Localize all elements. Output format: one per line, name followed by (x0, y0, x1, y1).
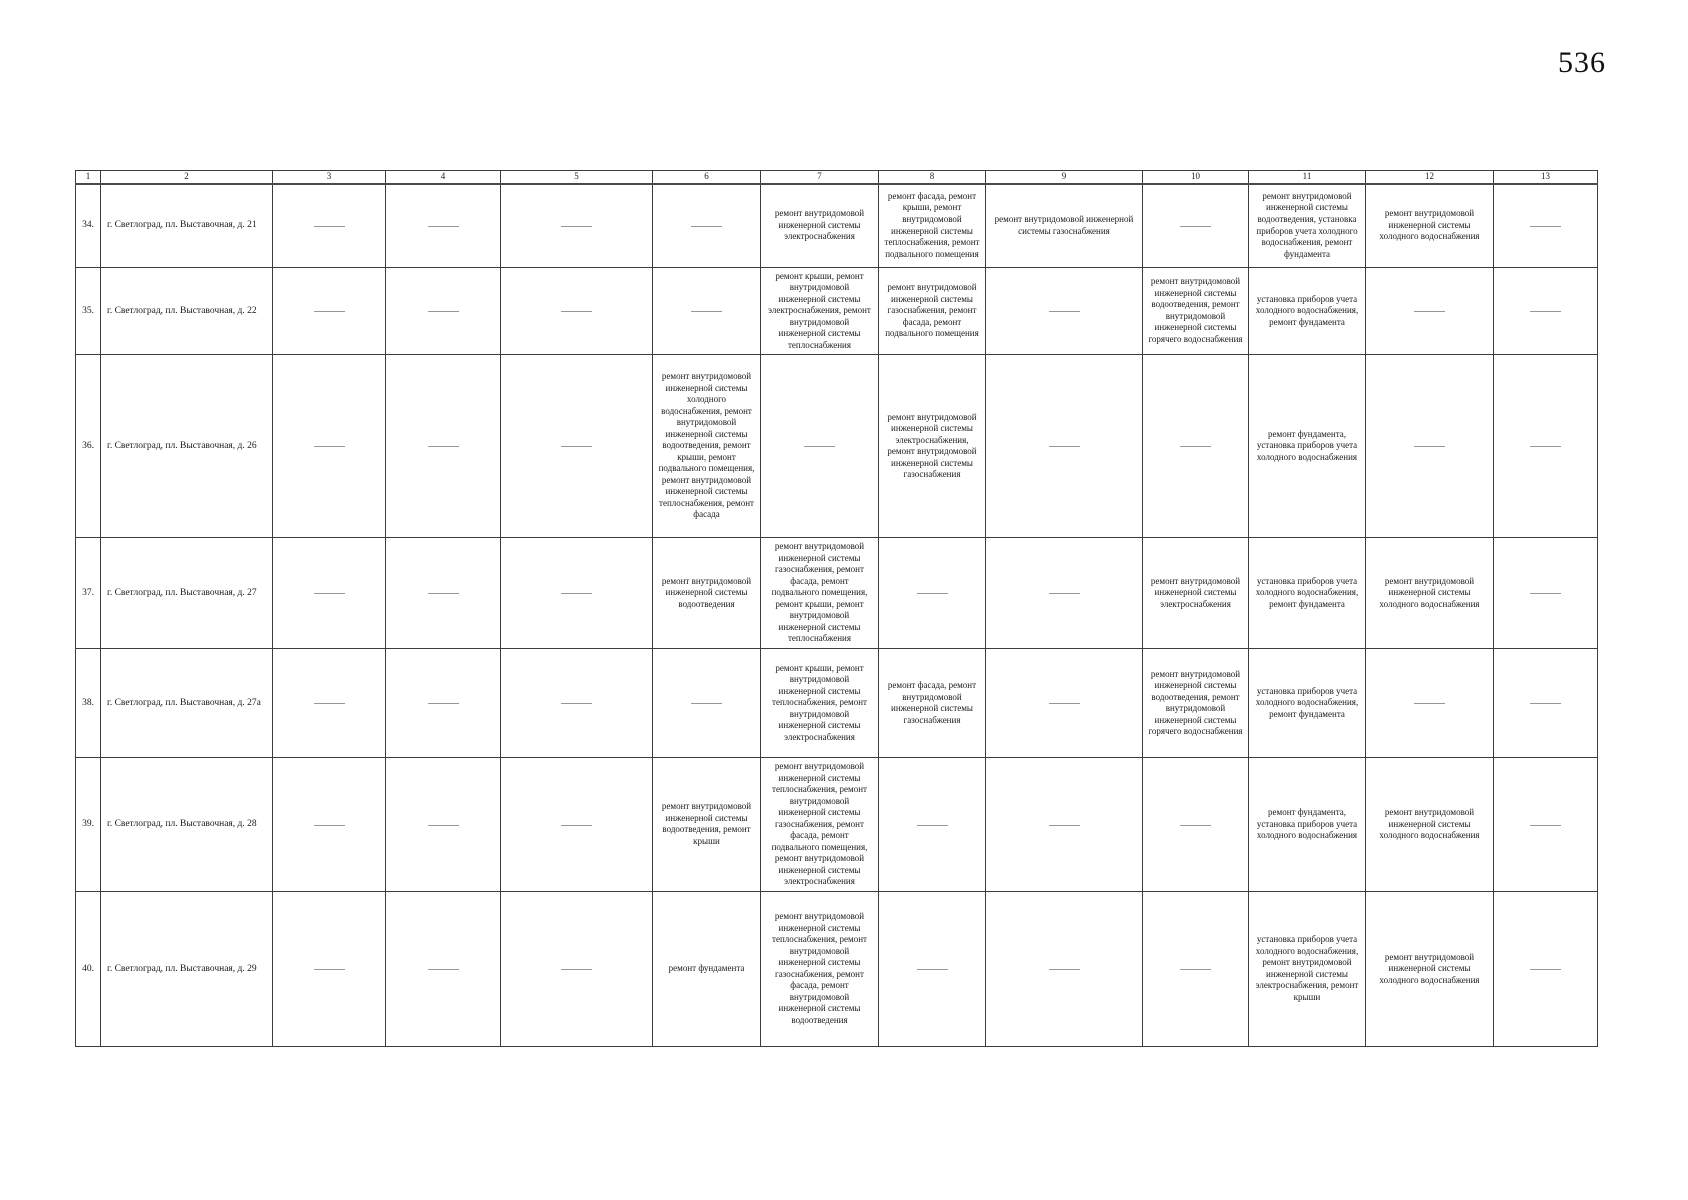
empty-dash: — (916, 819, 948, 829)
address-cell: г. Светлоград, пл. Выставочная, д. 28 (101, 758, 273, 892)
work-cell (386, 758, 501, 892)
work-cell (1366, 267, 1494, 355)
work-cell (653, 649, 761, 758)
row-number: 38. (76, 649, 101, 758)
work-cell (986, 758, 1143, 892)
work-cell: ремонт внутридомовой инженерной системы холодного водоснабжения (1366, 891, 1494, 1046)
empty-dash: — (1530, 305, 1561, 315)
page-number: 536 (1558, 46, 1606, 79)
row-number: 34. (76, 184, 101, 268)
work-cell (653, 267, 761, 355)
column-header: 5 (501, 171, 653, 184)
work-cell: ремонт внутридомовой инженерной системы водоотведения, ремонт крыши (653, 758, 761, 892)
work-cell (273, 758, 386, 892)
column-header: 6 (653, 171, 761, 184)
work-cell (986, 649, 1143, 758)
work-cell: ремонт внутридомовой инженерной системы электроснабжения (761, 184, 879, 268)
work-cell (273, 184, 386, 268)
work-cell: ремонт внутридомовой инженерной системы электроснабжения, ремонт внутридомовой инженерной системы газоснабжения (879, 355, 986, 538)
empty-dash: — (427, 819, 459, 829)
work-cell (501, 538, 653, 649)
work-cell: установка приборов учета холодного водоснабжения, ремонт фундамента (1249, 267, 1366, 355)
empty-dash: — (691, 305, 722, 315)
empty-dash: — (1414, 697, 1445, 707)
empty-dash: — (916, 963, 948, 973)
work-cell (986, 267, 1143, 355)
work-cell: ремонт внутридомовой инженерной системы водоотведения, ремонт внутридомовой инженерной системы горячего водоснабжения (1143, 649, 1249, 758)
work-cell (386, 538, 501, 649)
work-cell (1366, 649, 1494, 758)
empty-dash: — (427, 587, 459, 597)
work-cell (501, 355, 653, 538)
address-cell: г. Светлоград, пл. Выставочная, д. 29 (101, 891, 273, 1046)
column-header: 1 (76, 171, 101, 184)
work-cell: ремонт внутридомовой инженерной системы холодного водоснабжения (1366, 538, 1494, 649)
work-cell (386, 267, 501, 355)
address-cell: г. Светлоград, пл. Выставочная, д. 26 (101, 355, 273, 538)
work-cell (501, 758, 653, 892)
work-cell: ремонт крыши, ремонт внутридомовой инженерной системы теплоснабжения, ремонт внутридомовой инженерной системы электроснабжения (761, 649, 879, 758)
column-header: 12 (1366, 171, 1494, 184)
empty-dash: — (691, 697, 722, 707)
empty-dash: — (1180, 963, 1211, 973)
empty-dash: — (1530, 220, 1561, 230)
work-cell: ремонт фундамента, установка приборов учета холодного водоснабжения (1249, 758, 1366, 892)
empty-dash: — (1180, 440, 1211, 450)
work-cell: ремонт внутридомовой инженерной системы электроснабжения (1143, 538, 1249, 649)
address-cell: г. Светлоград, пл. Выставочная, д. 21 (101, 184, 273, 268)
empty-dash: — (313, 963, 345, 973)
work-cell: установка приборов учета холодного водоснабжения, ремонт фундамента (1249, 538, 1366, 649)
empty-dash: — (1530, 697, 1561, 707)
table-row (76, 891, 1598, 1046)
work-cell (879, 891, 986, 1046)
work-cell (1143, 355, 1249, 538)
work-cell (1494, 355, 1598, 538)
address-cell: г. Светлоград, пл. Выставочная, д. 27 (101, 538, 273, 649)
work-cell (1366, 355, 1494, 538)
work-cell: установка приборов учета холодного водоснабжения, ремонт внутридомовой инженерной системы электроснабжения, ремонт крыши (1249, 891, 1366, 1046)
work-cell (501, 184, 653, 268)
column-header: 2 (101, 171, 273, 184)
work-cell: ремонт внутридомовой инженерной системы газоснабжения (986, 184, 1143, 268)
work-cell (1494, 649, 1598, 758)
work-cell (1494, 538, 1598, 649)
work-cell (879, 758, 986, 892)
work-cell (273, 267, 386, 355)
work-cell (1494, 184, 1598, 268)
empty-dash: — (561, 305, 592, 315)
work-cell (273, 355, 386, 538)
table-row (76, 649, 1598, 758)
table-row (76, 184, 1598, 268)
work-cell (386, 649, 501, 758)
empty-dash: — (427, 440, 459, 450)
table-row (76, 538, 1598, 649)
work-cell: ремонт внутридомовой инженерной системы газоснабжения, ремонт фасада, ремонт подвального помещения (879, 267, 986, 355)
work-cell (273, 538, 386, 649)
empty-dash: — (427, 220, 459, 230)
empty-dash: — (1530, 963, 1561, 973)
work-cell: ремонт внутридомовой инженерной системы теплоснабжения, ремонт внутридомовой инженерной системы газоснабжения, ремонт фасада, ремонт внутридомовой инженерной системы водоотведения (761, 891, 879, 1046)
work-cell (386, 355, 501, 538)
work-cell (986, 355, 1143, 538)
empty-dash: — (313, 819, 345, 829)
address-cell: г. Светлоград, пл. Выставочная, д. 27а (101, 649, 273, 758)
table-row (76, 758, 1598, 892)
empty-dash: — (313, 305, 345, 315)
column-header: 4 (386, 171, 501, 184)
work-cell (653, 184, 761, 268)
work-cell: ремонт внутридомовой инженерной системы холодного водоснабжения (1366, 758, 1494, 892)
work-cell (273, 649, 386, 758)
work-cell (1494, 891, 1598, 1046)
empty-dash: — (1530, 819, 1561, 829)
work-cell: ремонт внутридомовой инженерной системы теплоснабжения, ремонт внутридомовой инженерной системы газоснабжения, ремонт фасада, ремонт подвального помещения, ремонт внутридомовой инженерной системы электроснабжения (761, 758, 879, 892)
empty-dash: — (561, 220, 592, 230)
work-cell (761, 355, 879, 538)
work-cell: ремонт фундамента, установка приборов учета холодного водоснабжения (1249, 355, 1366, 538)
empty-dash: — (1048, 819, 1080, 829)
empty-dash: — (313, 697, 345, 707)
work-cell (386, 891, 501, 1046)
column-header: 3 (273, 171, 386, 184)
work-cell: установка приборов учета холодного водоснабжения, ремонт фундамента (1249, 649, 1366, 758)
work-cell (1143, 891, 1249, 1046)
empty-dash: — (313, 220, 345, 230)
row-number: 36. (76, 355, 101, 538)
work-cell: ремонт фундамента (653, 891, 761, 1046)
work-cell (1494, 758, 1598, 892)
work-cell (501, 267, 653, 355)
empty-dash: — (804, 440, 835, 450)
table-row (76, 267, 1598, 355)
empty-dash: — (561, 697, 592, 707)
column-header: 13 (1494, 171, 1598, 184)
address-cell: г. Светлоград, пл. Выставочная, д. 22 (101, 267, 273, 355)
work-cell: ремонт внутридомовой инженерной системы водоотведения (653, 538, 761, 649)
empty-dash: — (1048, 440, 1080, 450)
empty-dash: — (1048, 697, 1080, 707)
work-cell: ремонт внутридомовой инженерной системы водоотведения, установка приборов учета холодного водоснабжения, ремонт фундамента (1249, 184, 1366, 268)
empty-dash: — (691, 220, 722, 230)
repairs-table (75, 170, 1598, 1047)
empty-dash: — (1048, 963, 1080, 973)
row-number: 37. (76, 538, 101, 649)
row-number: 35. (76, 267, 101, 355)
empty-dash: — (427, 963, 459, 973)
empty-dash: — (1180, 220, 1211, 230)
row-number: 40. (76, 891, 101, 1046)
work-cell (501, 649, 653, 758)
work-cell (273, 891, 386, 1046)
empty-dash: — (1414, 305, 1445, 315)
work-cell (1143, 758, 1249, 892)
empty-dash: — (1530, 587, 1561, 597)
work-cell: ремонт фасада, ремонт крыши, ремонт внутридомовой инженерной системы теплоснабжения, ремонт подвального помещения (879, 184, 986, 268)
work-cell (1143, 184, 1249, 268)
empty-dash: — (561, 819, 592, 829)
empty-dash: — (313, 587, 345, 597)
table-header-row (76, 171, 1598, 184)
work-cell: ремонт внутридомовой инженерной системы холодного водоснабжения (1366, 184, 1494, 268)
empty-dash: — (1048, 305, 1080, 315)
work-cell: ремонт внутридомовой инженерной системы водоотведения, ремонт внутридомовой инженерной системы горячего водоснабжения (1143, 267, 1249, 355)
column-header: 8 (879, 171, 986, 184)
row-number: 39. (76, 758, 101, 892)
column-header: 7 (761, 171, 879, 184)
empty-dash: — (1530, 440, 1561, 450)
work-cell (879, 538, 986, 649)
work-cell: ремонт внутридомовой инженерной системы холодного водоснабжения, ремонт внутридомовой инженерной системы водоотведения, ремонт крыши, ремонт подвального помещения, ремонт внутридомовой инженерной системы теплоснабжения, ремонт фасада (653, 355, 761, 538)
empty-dash: — (561, 587, 592, 597)
work-cell (386, 184, 501, 268)
empty-dash: — (1180, 819, 1211, 829)
column-header: 9 (986, 171, 1143, 184)
empty-dash: — (916, 587, 948, 597)
work-cell (1494, 267, 1598, 355)
empty-dash: — (427, 305, 459, 315)
table-body (76, 184, 1598, 1047)
work-cell (986, 891, 1143, 1046)
work-cell (501, 891, 653, 1046)
empty-dash: — (1414, 440, 1445, 450)
empty-dash: — (561, 440, 592, 450)
empty-dash: — (1048, 587, 1080, 597)
table-row (76, 355, 1598, 538)
column-header: 11 (1249, 171, 1366, 184)
work-cell (986, 538, 1143, 649)
work-cell: ремонт крыши, ремонт внутридомовой инженерной системы электроснабжения, ремонт внутридомовой инженерной системы теплоснабжения (761, 267, 879, 355)
empty-dash: — (561, 963, 592, 973)
empty-dash: — (427, 697, 459, 707)
column-header: 10 (1143, 171, 1249, 184)
empty-dash: — (313, 440, 345, 450)
work-cell: ремонт фасада, ремонт внутридомовой инженерной системы газоснабжения (879, 649, 986, 758)
work-cell: ремонт внутридомовой инженерной системы газоснабжения, ремонт фасада, ремонт подвального помещения, ремонт крыши, ремонт внутридомовой инженерной системы теплоснабжения (761, 538, 879, 649)
